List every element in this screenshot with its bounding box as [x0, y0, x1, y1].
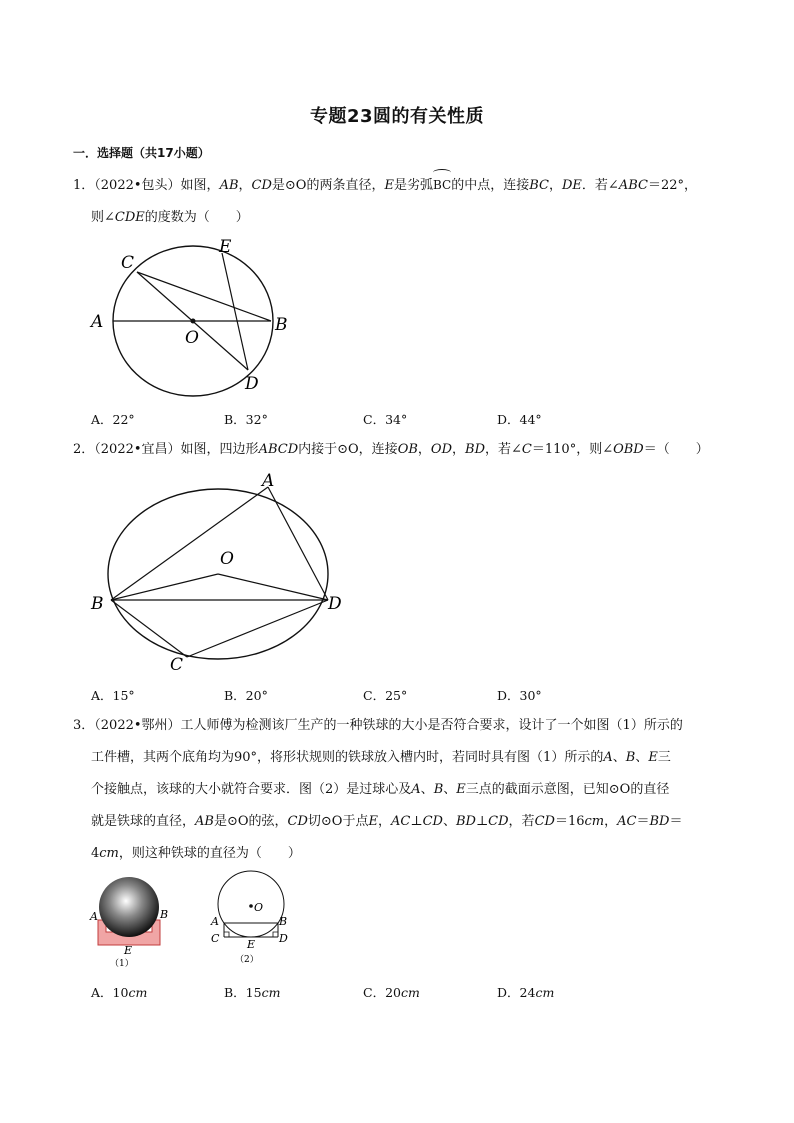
q3-sep: 、 [443, 782, 457, 797]
q3-fig2-label-a: A [211, 915, 219, 928]
q2-var-obd: OBD [613, 442, 644, 457]
q3-fig2-label-d: D [279, 932, 288, 945]
q3-source: （2022•鄂州） [94, 718, 181, 733]
q1-figure [85, 232, 305, 397]
q1-var-cd: CD [251, 178, 272, 193]
q3-fig2-label-c: C [211, 932, 220, 945]
q3-option-d-unit: cm [535, 985, 555, 1000]
q1-var-ab: AB [219, 178, 239, 193]
q3-var: AC [390, 814, 411, 829]
section-heading: 一．选择题（共17小题） [73, 146, 210, 160]
q3-option-c[interactable] [363, 983, 420, 1001]
q1-label-a: A [91, 312, 104, 332]
q1-text: 如图， [180, 178, 220, 193]
q2-side-bc [111, 600, 187, 657]
q3-sep: 、 [420, 782, 434, 797]
q3-fig2-label-e: E [247, 938, 256, 951]
q1-option-b[interactable]: B．32° [224, 412, 268, 427]
q3-fig1-label-e: E [124, 944, 133, 957]
q2-label-c: C [170, 655, 184, 675]
q2-side-cd [187, 600, 328, 657]
q1-text: 则∠ [91, 210, 115, 225]
q2-number: 2． [73, 442, 95, 457]
q3-var: CD [534, 814, 555, 829]
q3-figure-1 [88, 868, 170, 970]
question-3-line-3 [91, 776, 669, 803]
q3-figure-2 [205, 868, 297, 970]
q1-arc-bc: BC [433, 172, 451, 199]
q2-label-o: O [220, 549, 234, 569]
q1-text: 的度数为（ ） [144, 210, 249, 225]
q2-var-abcd: ABCD [258, 442, 299, 457]
q3-text: ，则这种铁球的直径为（ ） [118, 846, 301, 861]
q3-text: 个接触点，该球的大小就符合要求．图（2）是过球心及 [91, 782, 412, 797]
q3-text: 就是铁球的直径， [91, 814, 196, 829]
q3-fig2-label-b: B [279, 915, 288, 928]
q3-option-c-value: C．20 [363, 985, 401, 1000]
q2-text: ＝（ ） [643, 442, 709, 457]
q1-var-bc: BC [529, 178, 549, 193]
question-3-line-2 [91, 744, 671, 771]
q2-label-d: D [328, 594, 342, 614]
q1-label-c: C [121, 253, 135, 273]
q2-label-a: A [262, 471, 275, 491]
q2-label-b: B [91, 594, 104, 614]
q1-sep: ， [238, 178, 252, 193]
q2-source: （2022•宜昌） [94, 442, 181, 457]
q1-text: ．若∠ [581, 178, 619, 193]
q1-label-d: D [245, 374, 259, 394]
q3-option-d-value: D．24 [497, 985, 536, 1000]
q1-var-cde: CDE [114, 210, 145, 225]
q1-option-c[interactable]: C．34° [363, 412, 408, 427]
q3-sep: 、 [635, 750, 649, 765]
q2-var-c: C [521, 442, 532, 457]
question-2-line-1 [73, 436, 709, 463]
q3-var: CD [287, 814, 308, 829]
q2-figure [88, 470, 350, 675]
q3-option-b-unit: cm [261, 985, 281, 1000]
q1-label-e: E [219, 237, 232, 257]
question-1-line-2 [91, 204, 249, 231]
q1-var-de: DE [562, 178, 582, 193]
q1-option-a[interactable]: A．22° [91, 412, 135, 427]
q3-unit: cm [584, 814, 605, 829]
q3-var: BD [649, 814, 670, 829]
q2-sep: ， [452, 442, 466, 457]
q1-label-o: O [185, 328, 199, 348]
q1-var-abc: ABC [618, 178, 648, 193]
q2-text: ，若∠ [485, 442, 522, 457]
q2-option-b[interactable]: B．20° [224, 688, 268, 703]
q3-sep: ⊥ [410, 814, 423, 829]
q3-text: 切⊙O于点 [307, 814, 369, 829]
q3-sep: ， [377, 814, 391, 829]
q3-fig1-label-b: B [160, 908, 169, 921]
q3-sep: ⊥ [475, 814, 489, 829]
q3-number: 3． [73, 718, 95, 733]
q3-fig2-center-dot [249, 904, 253, 908]
q2-text: 如图，四边形 [180, 442, 259, 457]
q3-text: ＝16 [554, 814, 585, 829]
q3-fig2-circle [218, 871, 284, 937]
q3-fig1-label-a: A [90, 910, 98, 923]
q2-var-bd: BD [465, 442, 486, 457]
q2-side-ab [111, 487, 268, 600]
q3-fig2-right-angle-c [224, 932, 229, 937]
q3-var: BD [455, 814, 476, 829]
q3-fig2-right-angle-d [273, 932, 278, 937]
question-3-line-1 [73, 712, 683, 739]
q3-text: 是⊙O的弦， [213, 814, 288, 829]
q3-var: CD [488, 814, 509, 829]
q3-option-d[interactable] [497, 983, 554, 1001]
page-title: 专题23圆的有关性质 [309, 106, 485, 127]
q3-option-a[interactable] [91, 983, 147, 1001]
q1-text: 的中点，连接 [451, 178, 530, 193]
q3-iron-ball [99, 877, 159, 937]
q1-center-dot [191, 319, 196, 324]
q3-var: CD [422, 814, 443, 829]
question-3-line-5 [91, 840, 301, 867]
q1-label-b: B [275, 315, 288, 335]
q3-var: B [433, 782, 444, 797]
q3-var: AC [617, 814, 637, 829]
q3-sep: ， [604, 814, 618, 829]
q3-var: E [368, 814, 378, 829]
q3-sep: ＝ [669, 814, 683, 829]
question-3-line-4 [91, 808, 682, 835]
q2-option-d[interactable]: D．30° [497, 688, 542, 703]
q1-source: （2022•包头） [94, 178, 181, 193]
q2-option-c[interactable]: C．25° [363, 688, 408, 703]
q1-text: 是⊙O的两条直径， [271, 178, 385, 193]
q3-text: 三 [657, 750, 671, 765]
q3-var: E [456, 782, 466, 797]
q1-sep: ， [548, 178, 562, 193]
q3-sep: 、 [442, 814, 456, 829]
q3-sep: 、 [612, 750, 626, 765]
q2-sep: ， [417, 442, 431, 457]
q3-text: 三点的截面示意图，已知⊙O的直径 [465, 782, 670, 797]
q2-segment-od [218, 574, 328, 600]
q3-option-b[interactable] [224, 983, 280, 1001]
q3-text: 4 [91, 846, 100, 861]
q1-var-e: E [384, 178, 394, 193]
q2-var-od: OD [430, 442, 453, 457]
q1-number: 1． [73, 178, 95, 193]
q3-var: A [411, 782, 421, 797]
q2-text: 内接于⊙O，连接 [298, 442, 398, 457]
q3-option-c-unit: cm [400, 985, 420, 1000]
q1-chord-bc [137, 272, 271, 321]
q3-fig1-caption: （1） [110, 959, 134, 969]
q2-segment-ob [111, 574, 218, 600]
q3-option-b-value: B．15 [224, 985, 262, 1000]
q3-option-a-unit: cm [128, 985, 148, 1000]
q3-var: B [625, 750, 636, 765]
q3-text: ，若 [508, 814, 535, 829]
q2-text: ＝110°，则∠ [531, 442, 614, 457]
q3-sep: ＝ [636, 814, 650, 829]
q3-var: A [603, 750, 613, 765]
q3-text: 工人师傅为检测该厂生产的一种铁球的大小是否符合要求，设计了一个如图（1）所示的 [180, 718, 683, 733]
q3-option-a-value: A．10 [91, 985, 129, 1000]
q2-option-a[interactable]: A．15° [91, 688, 135, 703]
question-1-line-1 [73, 172, 697, 199]
q3-fig2-caption: （2） [235, 955, 259, 965]
q3-unit: cm [99, 846, 119, 861]
q1-option-d[interactable]: D．44° [497, 412, 542, 427]
q3-var: E [648, 750, 658, 765]
q1-text: ＝22°， [647, 178, 698, 193]
q2-side-ad [268, 487, 328, 600]
q3-text: 工件槽，其两个底角均为90°，将形状规则的铁球放入槽内时，若同时具有图（1）所示的 [91, 750, 604, 765]
q3-var: AB [195, 814, 214, 829]
q1-text: 是劣弧 [393, 178, 433, 193]
q2-var-ob: OB [397, 442, 418, 457]
q3-fig2-label-o: O [254, 901, 264, 914]
